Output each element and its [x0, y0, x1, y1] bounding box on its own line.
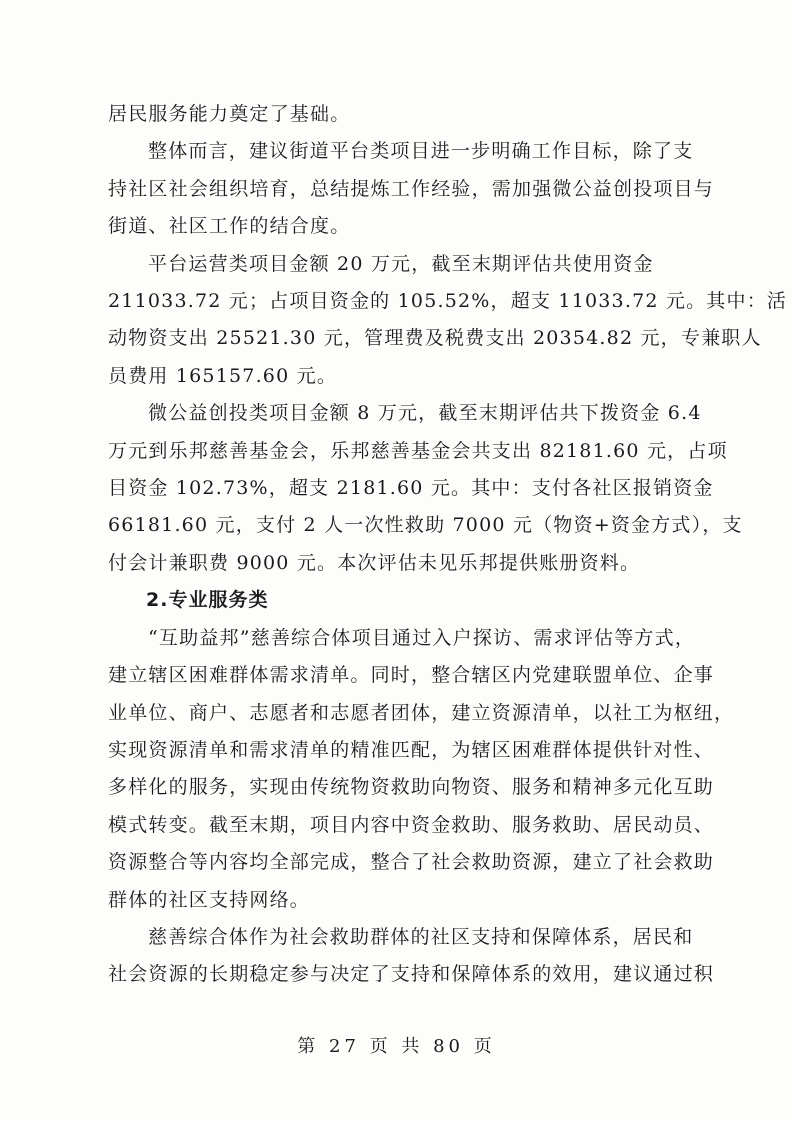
paragraph-professional-service: “互助益邦”慈善综合体项目通过入户探访、需求评估等方式， 建立辖区困难群体需求清单。同时，整合辖区内党建联盟单位、企事 业单位、商户、志愿者和志愿者团体，建立资源清单，以社工为枢纽， 实现资源清单和需求清单的精准匹配，为辖区困难群体提供针对性、 多样化的服务，实现由传统物资救助向物资、服务和精神多元化互助 模式转变。截至末期，项目内容中资金救助、服务救助、居民动员、 资源整合等内容均全部完成，整合了社会救助资源，建立了社会救助 群体的社区支持网络。 — [108, 626, 735, 911]
paragraph-charity-complex: 慈善综合体作为社会救助群体的社区支持和保障体系，居民和 社会资源的长期稳定参与决定了支持和保障体系的效用，建议通过积 — [108, 925, 715, 986]
paragraph-platform-operations: 平台运营类项目金额 20 万元，截至末期评估共使用资金 211033.72 元；占项目资金的 105.52%，超支 11033.72 元。其中：活 动物资支出 25521.30 元，管理费及税费支出 20354.82 元，专兼职人 员费用 165157.60 元。 — [108, 252, 788, 387]
document-body — [108, 96, 788, 994]
paragraph-continuation: 居民服务能力奠定了基础。 — [108, 103, 351, 125]
paragraph-summary: 整体而言，建议街道平台类项目进一步明确工作目标，除了支 持社区社会组织培育，总结提炼工作经验，需加强微公益创投项目与 街道、社区工作的结合度。 — [108, 140, 715, 238]
page-footer: 第 27 页 共 80 页 — [297, 1036, 496, 1057]
paragraph-micro-charity: 微公益创投类项目金额 8 万元，截至末期评估共下拨资金 6.4 万元到乐邦慈善基金会，乐邦慈善基金会共支出 82181.60 元，占项 目资金 102.73%，超支 2181.60 元。其中：支付各社区报销资金 66181.60 元，支付 2 人一次性救助 7000 元（物资+资金方式），支 付会计兼职费 9000 元。本次评估未见乐邦提供账册资料。 — [108, 402, 743, 574]
section-heading: 2.专业服务类 — [146, 589, 269, 612]
